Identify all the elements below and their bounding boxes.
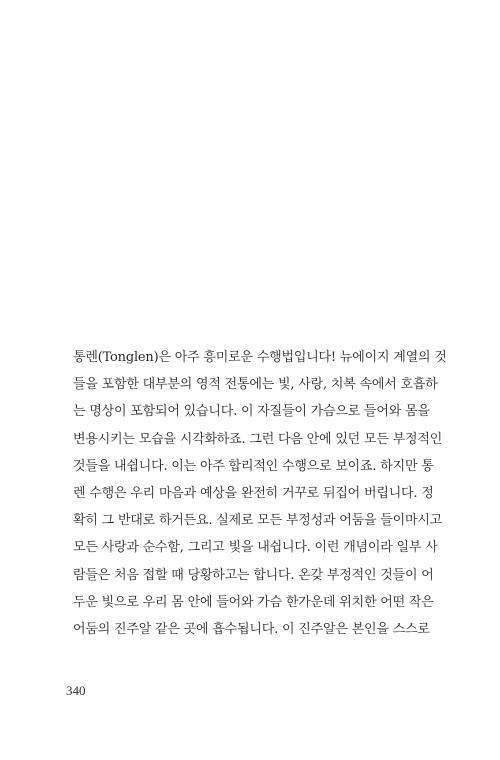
text-line: 변용시키는 모습을 시각화하죠. 그런 다음 안에 있던 모든 부정적인 bbox=[73, 431, 443, 447]
body-paragraph bbox=[73, 344, 447, 643]
text-line: 모든 사랑과 순수함, 그리고 빛을 내쉽니다. 이런 개념이라 일부 사 bbox=[73, 540, 438, 556]
text-line: 두운 빛으로 우리 몸 안에 들어와 가슴 한가운데 위치한 어떤 작은 bbox=[73, 594, 434, 610]
text-line: 어둠의 진주알 같은 곳에 흡수됩니다. 이 진주알은 본인을 스스로 bbox=[73, 621, 430, 637]
page-number: 340 bbox=[66, 683, 86, 698]
text-line: 렌 수행은 우리 마음과 예상을 완전히 거꾸로 뒤집어 버립니다. 정 bbox=[73, 485, 434, 501]
text-line: 것들을 내쉽니다. 이는 아주 합리적인 수행으로 보이죠. 하지만 통 bbox=[73, 458, 434, 474]
text-line: 람들은 처음 접할 때 당황하고는 합니다. 온갖 부정적인 것들이 어 bbox=[73, 567, 434, 583]
text-line: 는 명상이 포함되어 있습니다. 이 자질들이 가슴으로 들어와 몸을 bbox=[73, 404, 430, 420]
text-line: 확히 그 반대로 하거든요. 실제로 모든 부정성과 어둠을 들이마시고 bbox=[73, 513, 443, 529]
text-line: 통렌(Tonglen)은 아주 흥미로운 수행법입니다! 뉴에이지 계열의 것 bbox=[73, 350, 447, 365]
text-line: 들을 포함한 대부분의 영적 전통에는 빛, 사랑, 치복 속에서 호흡하 bbox=[73, 377, 438, 393]
